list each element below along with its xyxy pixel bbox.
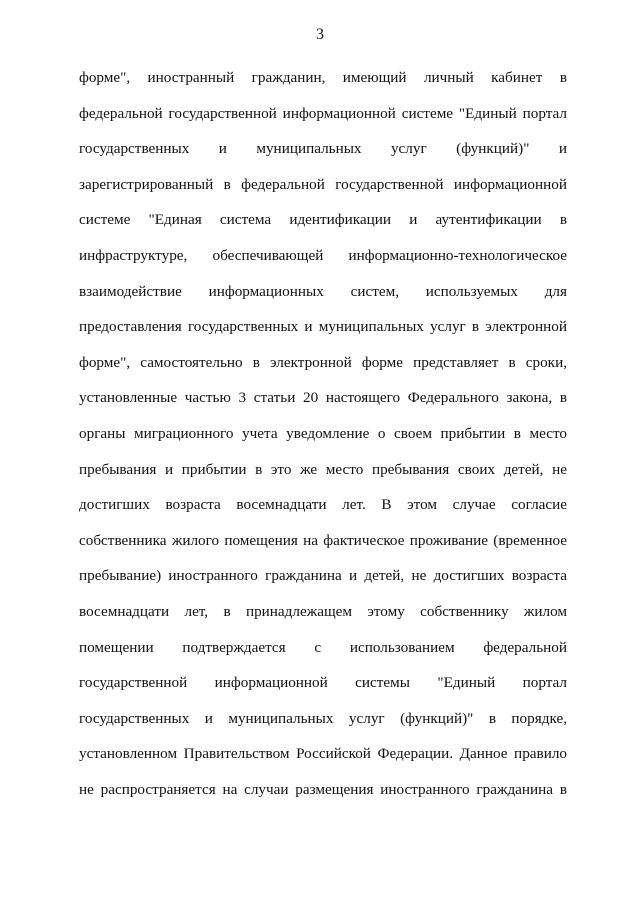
- text-line: пребывания и прибытии в это же место пребывания своих детей, не: [79, 460, 567, 478]
- text-line: государственных и муниципальных услуг (функций)" и: [79, 140, 567, 158]
- text-line: взаимодействие информационных систем, используемых для: [79, 282, 567, 300]
- text-line: восемнадцати лет, в принадлежащем этому собственнику жилом: [79, 602, 567, 620]
- text-line: установленном Правительством Российской Федерации. Данное правило: [79, 745, 567, 763]
- text-line: пребывание) иностранного гражданина и детей, не достигших возраста: [79, 567, 567, 585]
- body-text: [79, 66, 567, 813]
- text-line: установленные частью 3 статьи 20 настоящего Федерального закона, в: [79, 389, 567, 407]
- text-line: государственной информационной системы "Единый портал: [79, 674, 567, 692]
- text-line: федеральной государственной информационной системе "Единый портал: [79, 104, 567, 122]
- text-line: инфраструктуре, обеспечивающей информационно-технологическое: [79, 246, 567, 264]
- text-line: системе "Единая система идентификации и аутентификации в: [79, 211, 567, 229]
- text-line: органы миграционного учета уведомление о своем прибытии в место: [79, 424, 567, 442]
- text-line: помещении подтверждается с использованием федеральной: [79, 638, 567, 656]
- text-line: собственника жилого помещения на фактическое проживание (временное: [79, 531, 567, 549]
- text-line: достигших возраста восемнадцати лет. В этом случае согласие: [79, 496, 567, 514]
- page-number: 3: [316, 26, 324, 43]
- text-line: форме", самостоятельно в электронной форме представляет в сроки,: [79, 353, 567, 371]
- text-line: зарегистрированный в федеральной государственной информационной: [79, 175, 567, 193]
- text-line: государственных и муниципальных услуг (функций)" в порядке,: [79, 709, 567, 727]
- text-line: предоставления государственных и муниципальных услуг в электронной: [79, 318, 567, 336]
- text-line: форме", иностранный гражданин, имеющий личный кабинет в: [79, 69, 567, 86]
- text-line: не распространяется на случаи размещения иностранного гражданина в: [79, 780, 567, 798]
